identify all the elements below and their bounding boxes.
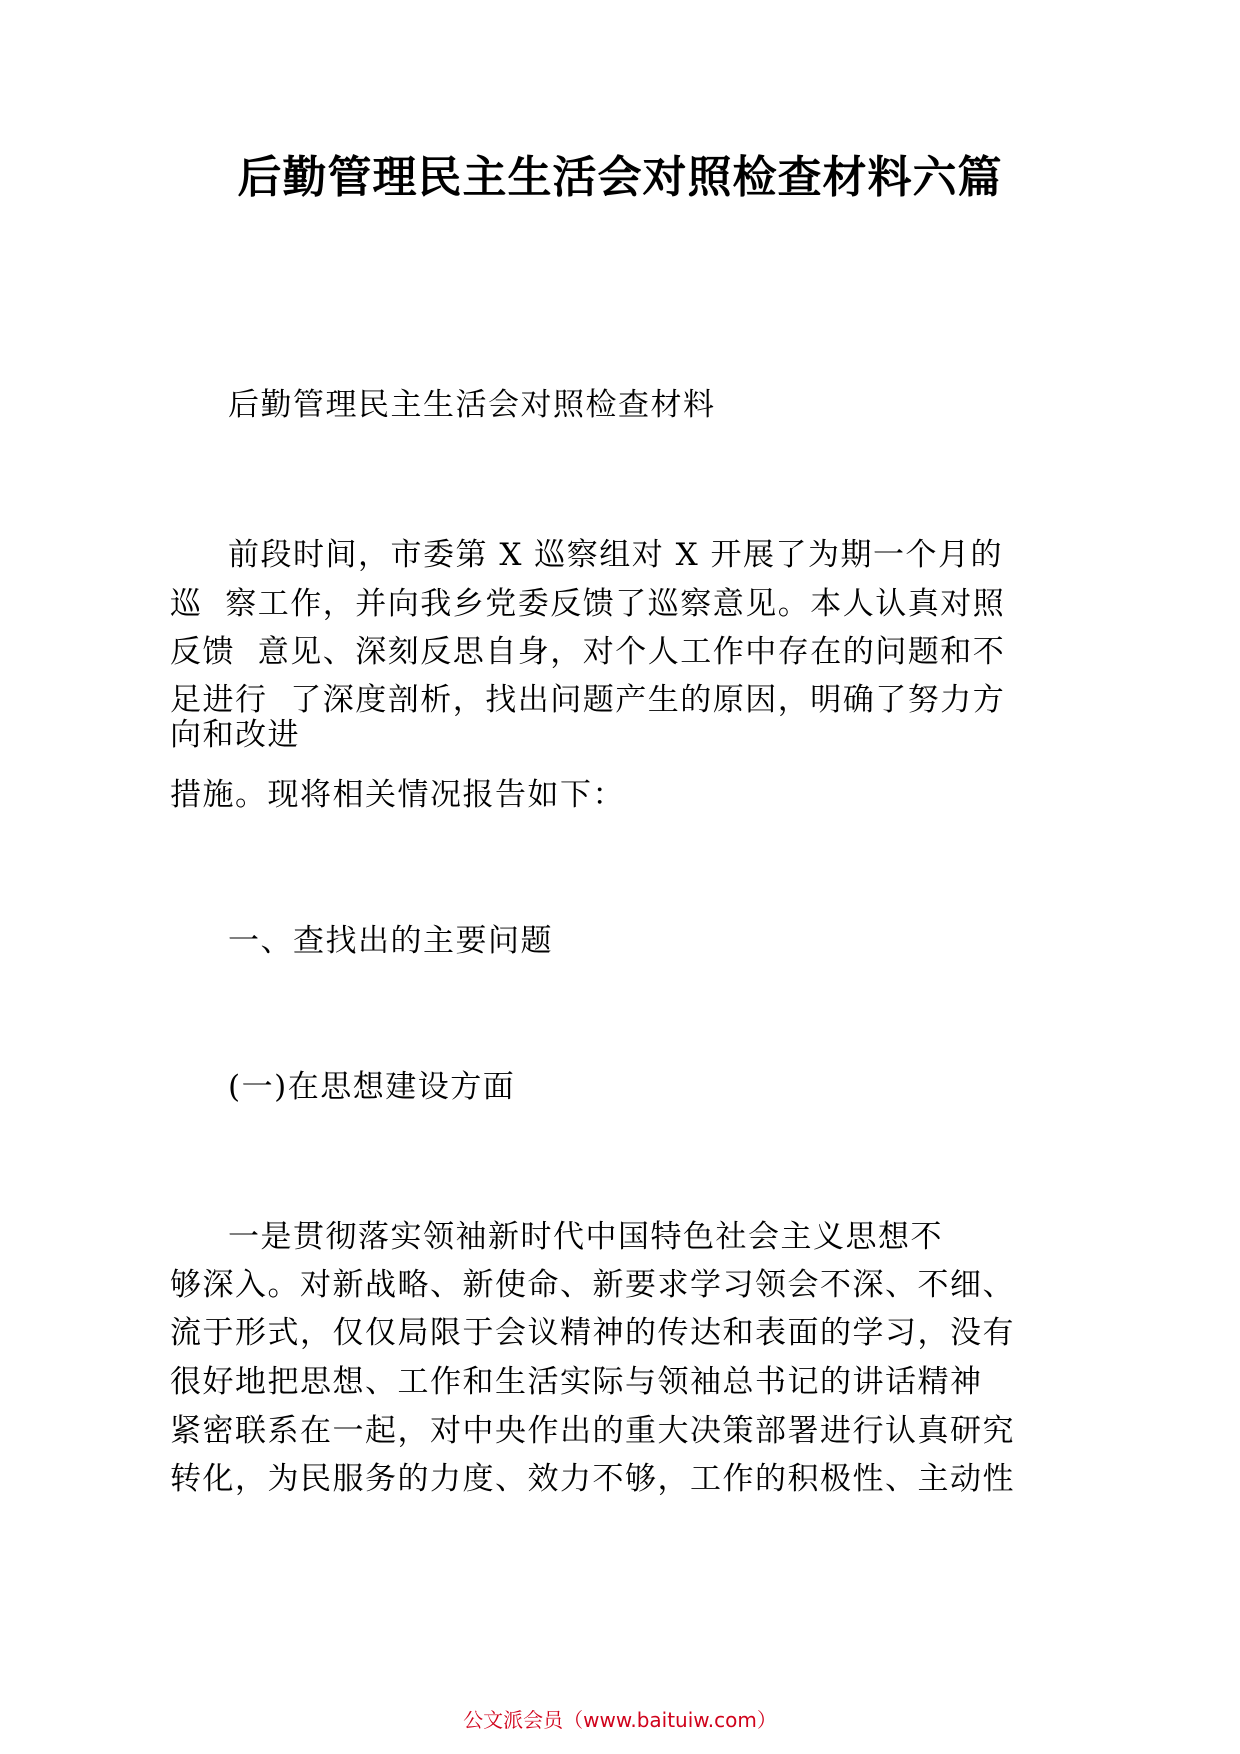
intro-line: 向和改进	[170, 717, 300, 753]
body-line: 够深入。对新战略、新使命、新要求学习领会不深、不细、	[170, 1267, 1015, 1303]
body-line: 流于形式，仅仅局限于会议精神的传达和表面的学习，没有	[170, 1315, 1015, 1351]
subsection-heading: (一)在思想建设方面	[228, 1069, 516, 1105]
body-line: 紧密联系在一起，对中央作出的重大决策部署进行认真研究	[170, 1413, 1015, 1449]
intro-line: 足进行 了深度剖析，找出问题产生的原因，明确了努力方	[170, 682, 1006, 718]
body-line: 很好地把思想、工作和生活实际与领袖总书记的讲话精神	[170, 1364, 983, 1400]
document-title: 后勤管理民主生活会对照检查材料六篇	[237, 152, 1003, 203]
body-line: 一是贯彻落实领袖新时代中国特色社会主义思想不	[228, 1219, 943, 1255]
intro-line: 巡 察工作，并向我乡党委反馈了巡察意见。本人认真对照	[170, 586, 1006, 622]
intro-line: 前段时间，市委第 X 巡察组对 X 开展了为期一个月的	[228, 537, 1004, 573]
footer-watermark: 公文派会员（www.baituiw.com）	[463, 1708, 777, 1732]
intro-line: 反馈 意见、深刻反思自身，对个人工作中存在的问题和不	[170, 634, 1006, 670]
intro-line: 措施。现将相关情况报告如下：	[170, 777, 625, 813]
document-subtitle: 后勤管理民主生活会对照检查材料	[228, 387, 716, 423]
section-heading: 一、查找出的主要问题	[228, 923, 553, 959]
body-line: 转化，为民服务的力度、效力不够，工作的积极性、主动性	[170, 1461, 1015, 1497]
